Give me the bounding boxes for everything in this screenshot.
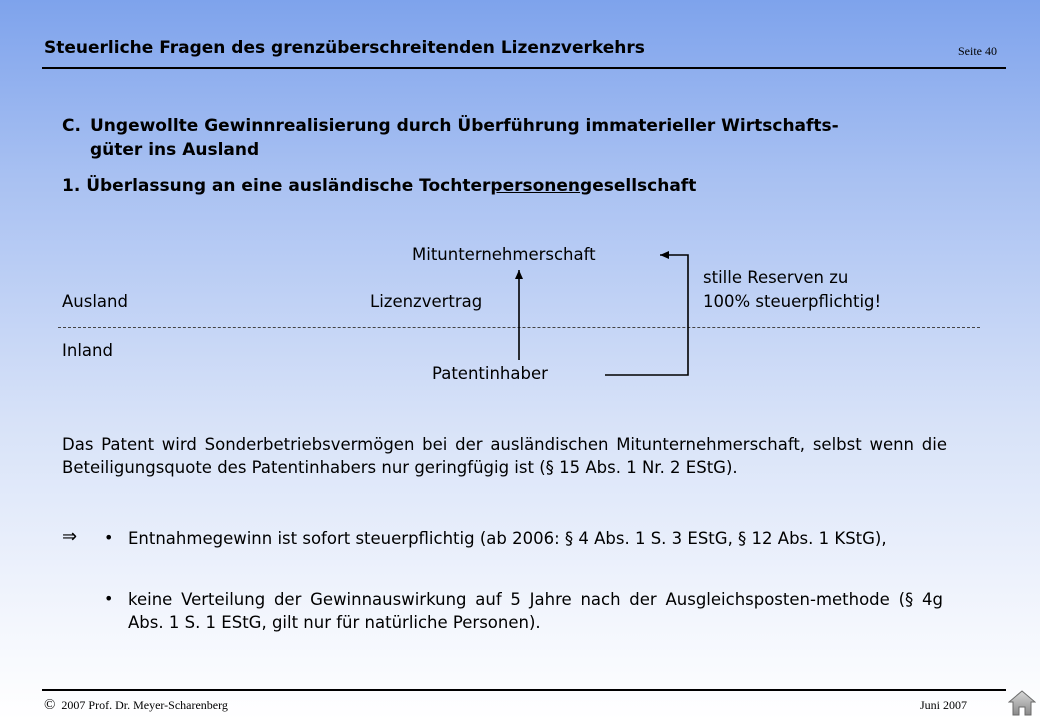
label-lizenzvertrag: Lizenzvertrag	[370, 292, 483, 311]
arrow-return-path	[605, 255, 688, 375]
label-ausland: Ausland	[62, 292, 128, 311]
subsection-suffix: gesellschaft	[580, 176, 697, 196]
bullet-item: Entnahmegewinn ist sofort steuerpflichtig (ab 2006: § 4 Abs. 1 S. 3 EStG, § 12 Abs. 1 KStG),	[128, 529, 887, 548]
implies-arrow-icon: ⇒	[62, 526, 78, 547]
label-patentinhaber: Patentinhaber	[432, 364, 548, 383]
explanation-paragraph: Das Patent wird Sonderbetriebsvermögen bei der ausländischen Mitunternehmerschaft, selbst wenn die Beteiligungsquote des Patentinhabers nur geringfügig ist (§ 15 Abs. 1 Nr. 2 EStG).	[62, 435, 947, 477]
bullet-item: keine Verteilung der Gewinnauswirkung auf 5 Jahre nach der Ausgleichsposten-methode (§ 4g Abs. 1 S. 1 EStG, gilt nur für natürliche Personen).	[128, 590, 943, 632]
note-stille-reserven: stille Reserven zu	[703, 268, 849, 287]
home-icon[interactable]	[1008, 690, 1036, 716]
slide-title: Steuerliche Fragen des grenzüberschreitenden Lizenzverkehrs	[44, 38, 645, 58]
subsection-prefix: 1. Überlassung an eine ausländische Tochter	[62, 176, 491, 196]
section-heading-line1: Ungewollte Gewinnrealisierung durch Überführung immaterieller Wirtschafts-	[90, 116, 839, 136]
bullet-icon: •	[104, 528, 114, 547]
section-heading-line2: güter ins Ausland	[90, 140, 260, 160]
footer-copyright	[44, 697, 228, 714]
note-steuerpflichtig: 100% steuerpflichtig!	[703, 292, 882, 311]
label-mitunternehmerschaft: Mitunternehmerschaft	[412, 245, 596, 264]
footer-divider	[42, 689, 1006, 691]
footer-date: Juni 2007	[920, 698, 968, 712]
subsection-underlined-word: personen	[490, 176, 581, 196]
section-letter: C.	[62, 116, 81, 136]
page-number: Seite 40	[958, 44, 997, 58]
label-inland: Inland	[62, 341, 113, 360]
footer-author: 2007 Prof. Dr. Meyer-Scharenberg	[61, 698, 228, 712]
copyright-icon: ©	[44, 697, 56, 713]
bullet-icon: •	[104, 589, 114, 608]
